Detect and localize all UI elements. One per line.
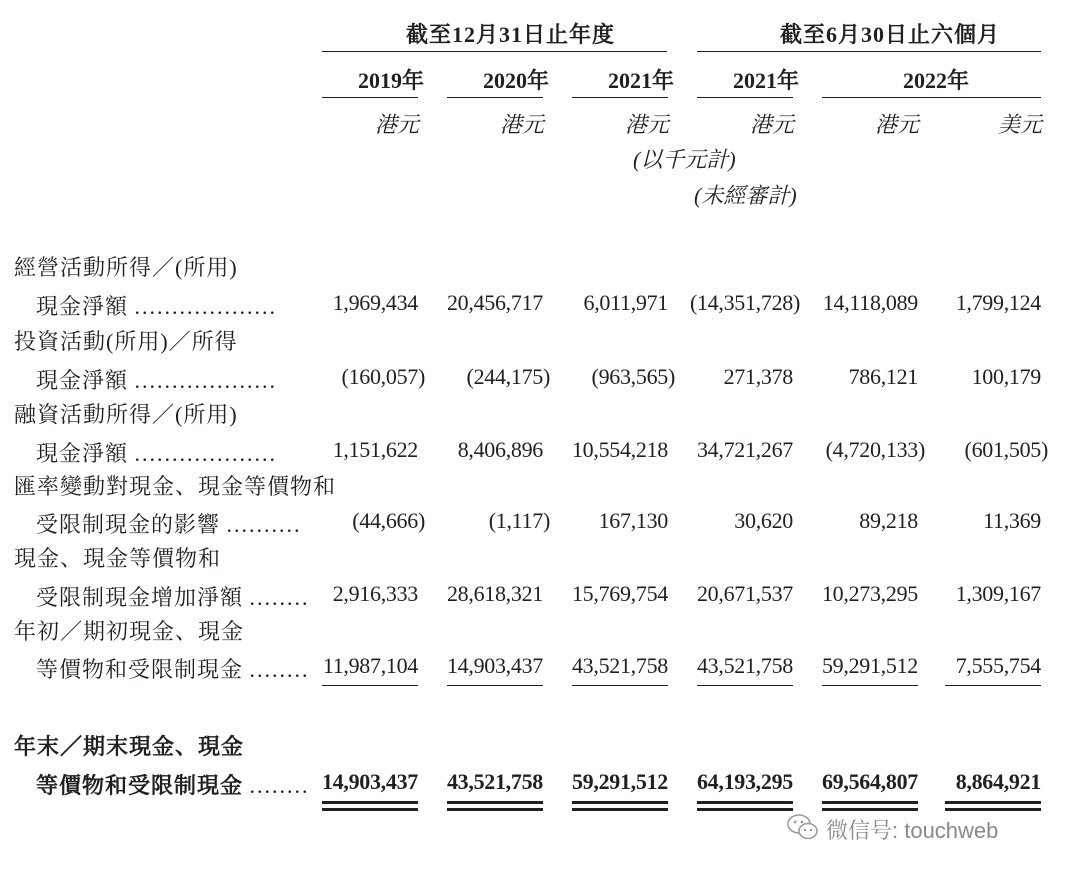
unit-col-5: 港元 [875, 112, 920, 137]
total-double-rule [572, 808, 668, 811]
total-double-rule [697, 801, 793, 804]
value-cell: 167,130 [598, 508, 668, 533]
wechat-icon [786, 812, 820, 842]
row-sublabel-operating: 現金淨額 ................... [36, 294, 278, 319]
subtotal-rule [822, 685, 918, 686]
subtotal-rule [572, 685, 668, 686]
value-cell: 1,969,434 [332, 290, 418, 315]
total-value: 14,903,437 [321, 769, 418, 794]
header-annual-rule [322, 51, 667, 52]
total-double-rule [945, 801, 1041, 804]
year-rule-1 [322, 97, 418, 98]
value-cell: 271,378 [723, 364, 793, 389]
year-col-2: 2020年 [483, 68, 550, 93]
value-cell: (244,175) [466, 364, 550, 389]
year-col-4: 2021年 [733, 68, 800, 93]
row-sublabel-financing: 現金淨額 ................... [36, 441, 278, 466]
value-cell: 786,121 [848, 364, 918, 389]
total-label: 年末／期末現金、現金 [14, 734, 245, 759]
subtotal-rule [322, 685, 418, 686]
year-rule-5 [822, 97, 1041, 98]
note-thousands: (以千元計) [633, 147, 736, 172]
subtotal-rule [447, 685, 543, 686]
row-label-opening: 年初／期初現金、現金 [14, 619, 245, 644]
value-cell: 100,179 [971, 364, 1041, 389]
year-rule-4 [697, 97, 793, 98]
value-cell: 10,273,295 [821, 581, 918, 606]
year-rule-3 [572, 97, 668, 98]
value-cell: 8,406,896 [457, 437, 543, 462]
total-double-rule [945, 808, 1041, 811]
row-label-fx: 匯率變動對現金、現金等價物和 [14, 474, 337, 499]
value-cell: 2,916,333 [332, 581, 418, 606]
row-label-financing: 融資活動所得／(所用) [14, 402, 238, 427]
value-cell: 59,291,512 [821, 653, 918, 678]
value-cell: 1,309,167 [955, 581, 1041, 606]
header-annual-group: 截至12月31日止年度 [406, 22, 616, 47]
value-cell: 1,799,124 [955, 290, 1041, 315]
total-double-rule [447, 801, 543, 804]
row-sublabel-net-increase: 受限制現金增加淨額 ........ [36, 585, 310, 610]
value-cell: 34,721,267 [696, 437, 793, 462]
value-cell: 1,151,622 [332, 437, 418, 462]
unit-col-3: 港元 [625, 112, 670, 137]
value-cell: 20,456,717 [446, 290, 543, 315]
subtotal-rule [945, 685, 1041, 686]
value-cell: 10,554,218 [571, 437, 668, 462]
total-sublabel: 等價物和受限制現金 ........ [36, 773, 310, 798]
header-half-year-group: 截至6月30日止六個月 [780, 22, 1001, 47]
value-cell: 7,555,754 [955, 653, 1041, 678]
value-cell: (1,117) [488, 508, 550, 533]
total-double-rule [447, 808, 543, 811]
value-cell: 20,671,537 [696, 581, 793, 606]
value-cell: 11,987,104 [322, 653, 418, 678]
value-cell: (963,565) [591, 364, 675, 389]
value-cell: 43,521,758 [571, 653, 668, 678]
watermark-text: 微信号: touchweb [826, 818, 999, 843]
year-rule-2 [447, 97, 543, 98]
total-double-rule [322, 808, 418, 811]
row-sublabel-fx: 受限制現金的影響 .......... [36, 512, 302, 537]
total-value: 69,564,807 [821, 769, 918, 794]
total-double-rule [697, 808, 793, 811]
row-sublabel-opening: 等價物和受限制現金 ........ [36, 657, 310, 682]
row-label-net-increase: 現金、現金等價物和 [14, 546, 222, 571]
total-double-rule [822, 801, 918, 804]
row-label-operating: 經營活動所得／(所用) [14, 255, 238, 280]
total-value: 59,291,512 [571, 769, 668, 794]
unit-col-1: 港元 [375, 112, 420, 137]
unit-col-4: 港元 [750, 112, 795, 137]
value-cell: (601,505) [964, 437, 1048, 462]
row-sublabel-investing: 現金淨額 ................... [36, 368, 278, 393]
total-double-rule [572, 801, 668, 804]
value-cell: 11,369 [983, 508, 1041, 533]
total-value: 64,193,295 [696, 769, 793, 794]
note-unaudited: (未經審計) [694, 183, 797, 208]
value-cell: 15,769,754 [571, 581, 668, 606]
subtotal-rule [697, 685, 793, 686]
value-cell: 14,903,437 [446, 653, 543, 678]
value-cell: 30,620 [734, 508, 793, 533]
value-cell: 6,011,971 [583, 290, 668, 315]
year-col-5-6: 2022年 [903, 68, 970, 93]
total-double-rule [822, 808, 918, 811]
unit-col-6: 美元 [998, 112, 1043, 137]
row-label-investing: 投資活動(所用)／所得 [14, 329, 238, 354]
value-cell: (4,720,133) [825, 437, 925, 462]
value-cell: (44,666) [352, 508, 425, 533]
value-cell: 89,218 [859, 508, 918, 533]
value-cell: (160,057) [341, 364, 425, 389]
year-col-1: 2019年 [358, 68, 425, 93]
value-cell: 43,521,758 [696, 653, 793, 678]
header-half-year-rule [697, 51, 1041, 52]
value-cell: 14,118,089 [822, 290, 918, 315]
total-double-rule [322, 801, 418, 804]
unit-col-2: 港元 [500, 112, 545, 137]
value-cell: 28,618,321 [446, 581, 543, 606]
total-value: 8,864,921 [955, 769, 1041, 794]
year-col-3: 2021年 [608, 68, 675, 93]
value-cell: (14,351,728) [689, 290, 800, 315]
total-value: 43,521,758 [446, 769, 543, 794]
